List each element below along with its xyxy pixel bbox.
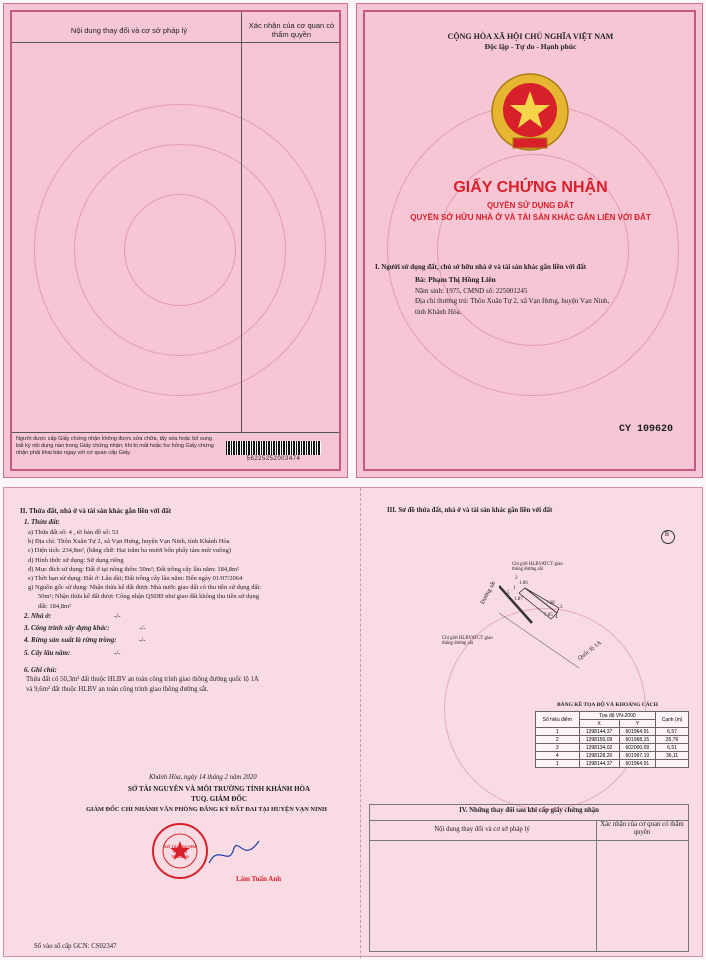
construction-value: -/- — [139, 624, 146, 632]
land-details — [28, 528, 358, 611]
coord-row — [536, 752, 689, 760]
country-name: CỘNG HÒA XÃ HỘI CHỦ NGHĨA VIỆT NAM — [447, 32, 614, 41]
bottom-page — [3, 487, 703, 957]
map-point-label: 5 — [507, 591, 510, 596]
perennial-value: -/- — [114, 649, 121, 657]
land-line: 50m²; Nhận thừa kế đất được Công nhận QSDĐ như giao đất không thu tiền sử dụng — [38, 593, 259, 601]
seal-text: SỞ TÀI NGUYÊN VÀ MÔI TRƯỜNG — [164, 844, 196, 859]
map-hlbv-label-top: Chỉ giới HLBVATCT giao thông đường sắt — [512, 562, 563, 572]
coord-header: Cạnh (m) — [656, 712, 689, 728]
authority-name: SỞ TÀI NGUYÊN VÀ MÔI TRƯỜNG TỈNH KHÁNH HÒA — [127, 785, 311, 793]
section4-heading: IV. Những thay đổi sau khi cấp giấy chứng nhận — [459, 807, 599, 814]
coord-cell: 35,76 — [656, 736, 689, 744]
coord-subheader: Y — [619, 720, 655, 728]
owner-birth: Năm sinh: 1975, CMND số: 225001245 — [415, 287, 528, 295]
forest-label: 4. Rừng sản xuất là rừng trồng: — [24, 636, 117, 644]
coord-subheader: X — [579, 720, 619, 728]
authority-branch: GIÁM ĐỐC CHI NHÁNH VĂN PHÒNG ĐĂNG KÝ ĐẤT ĐAI TẠI HUYỆN VẠN NINH — [86, 806, 327, 813]
coord-cell: 2 — [536, 736, 580, 744]
perennial-label: 5. Cây lâu năm: — [24, 649, 71, 657]
section2-heading: II. Thửa đất, nhà ở và tài sản khác gắn liền với đất — [20, 507, 172, 515]
motto: Độc lập - Tự do - Hạnh phúc — [484, 42, 577, 51]
coord-header: Số hiệu điểm — [536, 712, 580, 728]
land-line: đất: 184,8m² — [38, 602, 72, 610]
left-col1-header: Nội dung thay đổi và cơ sở pháp lý — [70, 26, 188, 35]
changes-col2-header: Xác nhận của cơ quan có thẩm quyền — [600, 821, 684, 836]
map-point-label: 4 — [555, 615, 558, 620]
map-highway-label: Quốc lộ 1A — [577, 640, 603, 662]
coord-cell: 601964,91 — [619, 728, 655, 736]
map-dist-label: 7.60 — [546, 601, 555, 606]
barcode — [226, 441, 321, 455]
coord-row — [536, 744, 689, 752]
coord-row — [536, 736, 689, 744]
coord-header: Tọa độ VN-2000 — [579, 712, 656, 720]
land-heading: 1. Thửa đất: — [24, 518, 60, 526]
coord-cell: 6,57 — [656, 728, 689, 736]
changes-col1-header: Nội dung thay đổi và cơ sở pháp lý — [434, 826, 530, 833]
land-line: a) Thửa đất số: 4 , tờ bản đồ số: 53 — [28, 529, 119, 536]
map-dist-label: 1.87 — [514, 597, 523, 602]
certificate-subtitle1: QUYỀN SỬ DỤNG ĐẤT — [486, 201, 575, 210]
registry-number: Số vào sổ cấp GCN: CS02347 — [34, 943, 117, 950]
barcode-number: 56225252003474 — [246, 456, 301, 462]
notes-heading: 6. Ghi chú: — [24, 666, 57, 674]
coord-cell: 1398128,20 — [579, 752, 619, 760]
coord-cell: 3 — [536, 744, 580, 752]
left-col2-header: Xác nhận của cơ quan có thẩm quyền — [248, 21, 335, 39]
coord-row — [536, 760, 689, 768]
construction-label: 3. Công trình xây dựng khác: — [24, 624, 110, 632]
map-hlbv-label-bottom: Chỉ giới HLBVATCT giao thông đường sắt — [442, 636, 493, 646]
section1-heading: I. Người sử dụng đất, chủ sở hữu nhà ở và tài sản khác gắn liền với đất — [375, 263, 587, 271]
owner-address-line2: tỉnh Khánh Hòa. — [415, 308, 462, 316]
coord-cell: 1398134,02 — [579, 744, 619, 752]
left-footer-note: Người được cấp Giấy chứng nhận không được sửa chữa, tẩy xóa hoặc bổ sung bất kỳ nội dung nào trong Giấy chứng nhận; khi bị mất hoặc hư hỏng Giấy chứng nhận phải khai báo ngay với cơ quan cấp Giấy. — [16, 436, 214, 456]
right-page — [356, 3, 703, 478]
coord-cell: 4 — [536, 752, 580, 760]
left-column-divider — [241, 12, 242, 432]
house-label: 2. Nhà ở: — [24, 612, 52, 620]
notes-line2: và 9,6m² đất thuộc HLBV an toàn công trình giao thông đường sắt. — [26, 686, 209, 693]
land-line: b) Địa chỉ: Thôn Xuân Tự 2, xã Vạn Hưng, huyện Vạn Ninh, tỉnh Khánh Hòa — [28, 538, 230, 546]
coord-header-row — [536, 712, 689, 720]
coord-cell: 1 — [536, 760, 580, 768]
map-dist-label: 7.85 — [544, 613, 553, 618]
owner-address-line1: Địa chỉ thường trú: Thôn Xuân Tự 2, xã Vạn Hưng, huyện Vạn Ninh, — [415, 297, 610, 305]
coord-cell: 601997,19 — [619, 752, 655, 760]
forest-value: -/- — [139, 636, 146, 644]
left-page — [3, 3, 348, 478]
land-plot-diagram — [499, 558, 649, 668]
coord-cell: 36,11 — [656, 752, 689, 760]
coord-cell: 1398144,37 — [579, 760, 619, 768]
owner-name: Bà: Phạm Thị Hồng Liên — [415, 275, 496, 284]
land-line: đ) Mục đích sử dụng: Đất ở tại nông thôn: 50m²; Đất trồng cây lâu năm: 184,8m² — [28, 565, 240, 573]
coord-cell: 1398144,37 — [579, 728, 619, 736]
drum-pattern-center — [124, 194, 236, 306]
map-point-label: 1 — [513, 586, 516, 591]
certificate-subtitle2: QUYỀN SỞ HỮU NHÀ Ở VÀ TÀI SẢN KHÁC GẮN LIỀN VỚI ĐẤT — [410, 213, 651, 222]
coord-cell: 1398150,09 — [579, 736, 619, 744]
changes-divider — [596, 820, 597, 951]
signer-name: Lâm Tuấn Anh — [236, 875, 282, 883]
land-line: d) Hình thức sử dụng: Sử dụng riêng — [28, 556, 124, 564]
land-line: c) Diện tích: 234,8m², (bằng chữ: Hai trăm ba mươi bốn phẩy tám mét vuông) — [28, 547, 232, 555]
coord-cell — [656, 760, 689, 768]
map-road-label: Đường sắt — [479, 580, 497, 606]
map-point-label: 2 — [515, 576, 518, 581]
left-footer-line — [12, 432, 339, 433]
land-line: g) Nguồn gốc sử dụng: Nhận thừa kế đất được Nhà nước giao đất có thu tiền sử dụng đất: — [28, 584, 261, 592]
coord-cell: 602000,09 — [619, 744, 655, 752]
coord-table — [535, 711, 689, 768]
land-line: e) Thời hạn sử dụng: Đất ở: Lâu dài; Đất trồng cây lâu năm: Đến ngày 01/07/2064 — [28, 575, 243, 583]
signature — [204, 833, 264, 873]
coord-row — [536, 728, 689, 736]
issue-date: Khánh Hòa, ngày 14 tháng 2 năm 2020 — [149, 774, 257, 781]
authority-title: TUQ. GIÁM ĐỐC — [191, 795, 247, 803]
coord-cell: 6,51 — [656, 744, 689, 752]
section3-heading: III. Sơ đồ thửa đất, nhà ở và tài sản khác gắn liền với đất — [387, 507, 553, 514]
certificate-title: GIẤY CHỨNG NHẬN — [453, 179, 608, 196]
notes-line1: Thửa đất có 50,3m² đất thuộc HLBV an toàn công trình giao thông đường quốc lộ 1A — [26, 676, 259, 683]
serial-number: CY 109620 — [619, 424, 674, 435]
north-label: B — [665, 532, 670, 538]
page-fold — [360, 488, 362, 958]
coord-cell: 1 — [536, 728, 580, 736]
coord-table-title: BẢNG KÊ TỌA ĐỘ VÀ KHOẢNG CÁCH — [557, 702, 658, 708]
coord-cell: 601968,15 — [619, 736, 655, 744]
house-value: -/- — [114, 612, 121, 620]
coord-cell: 601964,91 — [619, 760, 655, 768]
national-emblem — [489, 72, 571, 158]
map-point-label: 3 — [560, 605, 563, 610]
map-dist-label: 1.06 — [519, 581, 528, 586]
